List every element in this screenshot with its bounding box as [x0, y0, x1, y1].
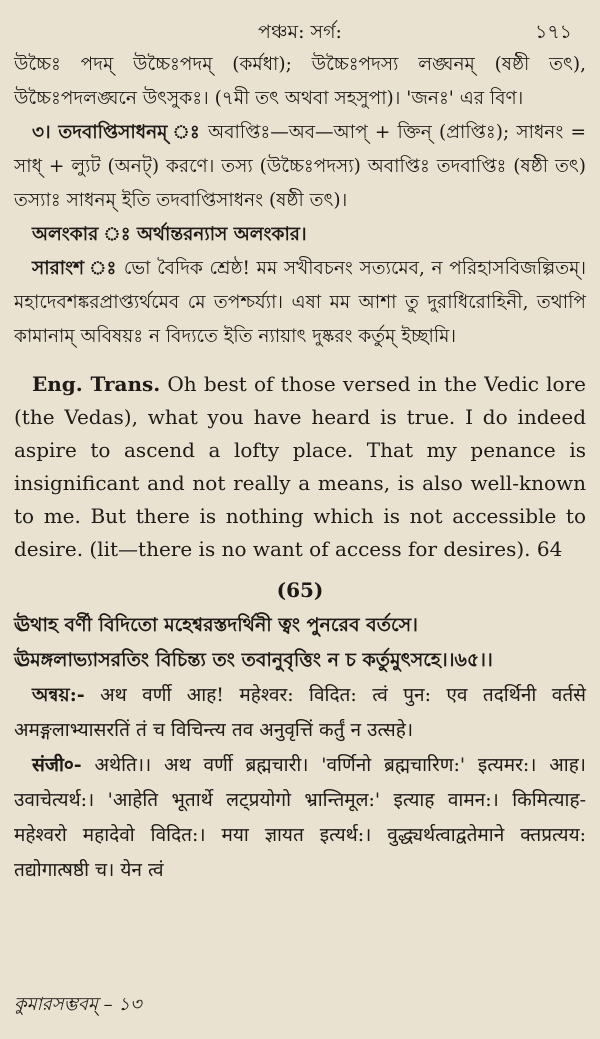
- summary-text: ভো বৈদিক শ্রেষ্ঠ! মম সখীবচনং সত্যমেব, ন পরিহাসবিজল্পিতম্। মহাদেবশঙ্করপ্রাপ্ত্যর্থমেব মে তপশ্চর্য্যা। এষা মম আশা তু দুরাধিরোহিনী, তথাপি কামানাম্ অবিষয়ঃ ন বিদ্যতে ইতি ন্যায়াৎ দুষ্করং কর্তুম্ ইচ্ছামি।: [14, 258, 586, 347]
- page-header: [14, 14, 586, 48]
- paragraph-summary: [14, 252, 586, 354]
- paragraph-tadavapti: [14, 116, 586, 218]
- paragraph-alankara: অলংকার ঃ অর্থান্তরন্যাস অলংকার।: [32, 224, 307, 245]
- english-translation-text: Oh best of those versed in the Vedic lore (the Vedas), what you have heard is true. I do indeed aspire to ascend a lofty place. That my penance is insignificant and not really a means, is also well-known to me. But there is nothing which is not accessible to desire. (lit—there is no want of access for desires). 64: [14, 372, 586, 561]
- tadavapti-label: ৩। তদবাপ্তিসাধনম্ ঃ: [32, 122, 201, 143]
- verse-line-2: ঊ্রমঙ্গলাভ্যাসরতিং বিচিন্ত্য তং তবানুবৃত্তিং ন চ কর্তুমুৎসহে।।৬৫।।: [14, 649, 493, 671]
- tadavapti-text: অবাপ্তিঃ—অব—আপ্ + ক্তিন্ (প্রাপ্তিঃ); সাধনং = সাধ্ + ল্যুট (অনট্) করণে। তস্য (উচ্চৈঃপদস্য) অবাপ্তিঃ তদবাপ্তিঃ (ষষ্ঠী তৎ) তস্যাঃ সাধনম্ ইতি তদবাপ্তিসাধনং (ষষ্ঠী তৎ)।: [14, 122, 586, 211]
- anvaya-paragraph: [14, 678, 586, 748]
- verse-line-1: ঊ্রথাহ বর্ণী বিদিতো মহেশ্বরস্তদর্থিনী ত্বং পুনরেব বর্তসে।: [14, 614, 418, 636]
- sanjivani-paragraph: [14, 748, 586, 888]
- english-translation-label: Eng. Trans.: [32, 372, 161, 396]
- english-translation: [14, 368, 586, 566]
- sanjivani-text: अथेति।। अथ वर्णी ब्रह्मचारी। 'वर्णिनो ब्रह्मचारिण:' इत्यमर:। आह। उवाचेत्यर्थ:। 'आहेति भूतार्थे लट्प्रयोगो भ्रान्तिमूल:' इत्याह वामन:। किमित्याह-महेश्वरो महादेवो विदित:। मया ज्ञायत इत्यर्थ:। वुद्ध्यर्थत्वाद्वतेमाने क्तप्रत्यय: तद्योगात्षष्ठी च। येन त्वं: [14, 754, 586, 881]
- anvaya-label: অন্বয়:-: [32, 684, 85, 706]
- anvaya-text: अथ वर्णी आह! महेश्वर: विदित: त्वं पुन: एव तदर्थिनी वर्तसे अमङ्गलाभ्यासरतिं तं च विचिन्त्य तव अनुवृत्तिं कर्तुं न उत्सहे।: [14, 684, 586, 741]
- verse-number: (65): [276, 578, 324, 602]
- summary-label: সারাংশ ঃ: [32, 258, 118, 279]
- page-footer: কুমারসম্ভবম্ – ১৩: [14, 994, 142, 1015]
- paragraph-compound-analysis: উচ্চৈঃ পদম্ উচ্চৈঃপদম্ (কর্মধা); উচ্চৈঃপদস্য লঙ্ঘনম্ (ষষ্ঠী তৎ), উচ্চৈঃপদলঙ্ঘনে উৎসুকঃ। (৭মী তৎ অথবা সহসুপা)। 'জনঃ' এর বিণ।: [14, 54, 586, 109]
- sanjivani-label: संजी०-: [32, 754, 82, 776]
- page-number: ১৭১: [534, 21, 572, 43]
- chapter-title: পঞ্চম: সর্গ:: [258, 21, 342, 43]
